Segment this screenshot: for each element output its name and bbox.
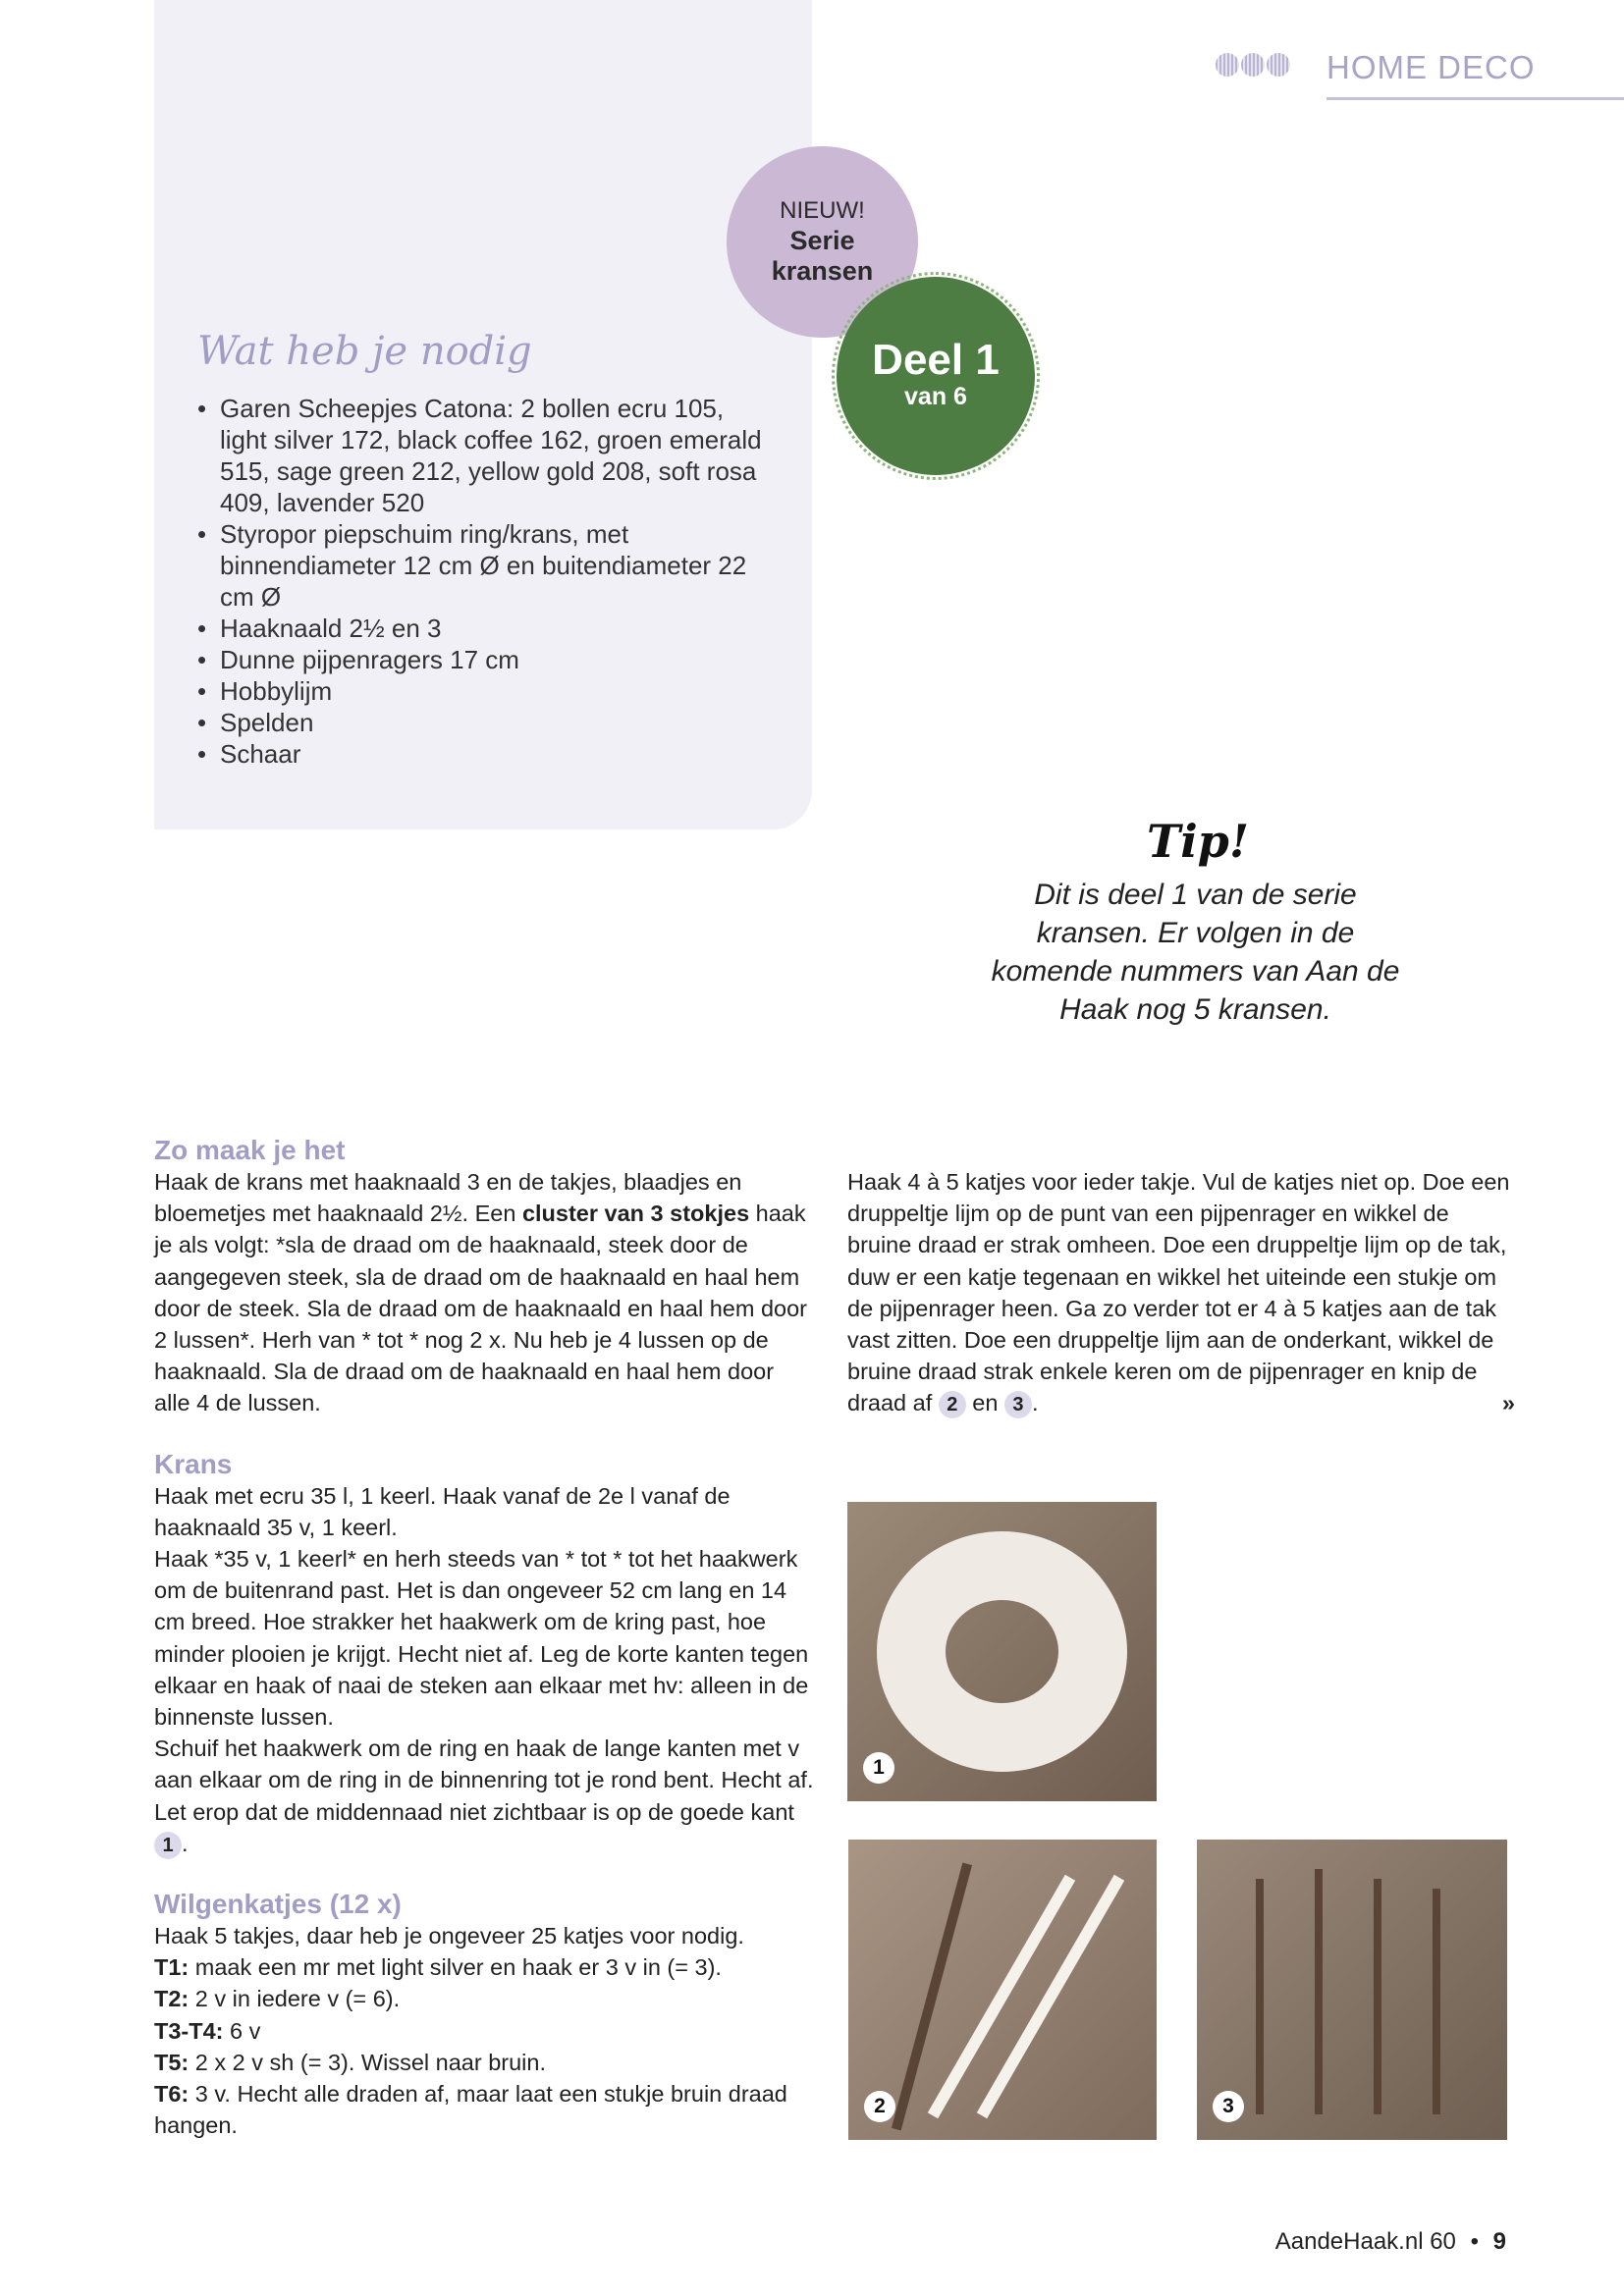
- photo-catkin-pipecleaners: [848, 1840, 1157, 2140]
- row-text: 3 v. Hecht alle draden af, maar laat een stukje bruin draad hangen.: [154, 2081, 787, 2139]
- text: Haak 4 à 5 katjes voor ieder takje. Vul de katjes niet op. Doe een druppeltje lijm op de punt van een pijpenrager en wikkel de bruine draad er strak omheen. Doe een druppeltje lijm op de tak, duw er een katje tegenaan en wikkel het uiteinde een stukje om de pijpenrager heen. Ga zo verder tot er 4 à 5 katjes aan de tak vast zitten. Doe een druppeltje lijm aan de onderkant, wikkel de bruine draad strak enkele keren om de pijpenrager en knip de draad af: [847, 1169, 1510, 1416]
- material-item: • Schaar: [197, 738, 767, 770]
- badge-serie: Serie: [789, 226, 855, 255]
- part-subtitle: van 6: [904, 383, 967, 410]
- row-label: T3-T4:: [154, 2017, 224, 2044]
- row-text: 2 v in iedere v (= 6).: [189, 1986, 401, 2012]
- badge-new: NIEUW!: [780, 197, 865, 224]
- section-heading: Wilgenkatjes (12 x): [154, 1889, 402, 1920]
- paragraph: Haak *35 v, 1 keerl* en herh steeds van * tot * tot het haakwerk om de buitenrand past. Het is dan ongeveer 52 cm lang en 14 cm breed. Hoe strakker het haakwerk om de kring past, hoe minder plooien je krijgt. Hecht niet af. Leg de korte kanten tegen elkaar en haak of naai de steken aan elkaar met hv: alleen in de binnenste lussen.: [154, 1546, 809, 1731]
- catkin-branch: [1433, 1889, 1440, 2114]
- paragraph: Haak met ecru 35 l, 1 keerl. Haak vanaf de 2e l vanaf de haaknaald 35 v, 1 keerl.: [154, 1482, 731, 1540]
- material-item: • Hobbylijm: [197, 675, 767, 707]
- part-badge: [837, 277, 1035, 475]
- section-heading: Zo maak je het: [154, 1135, 346, 1165]
- photo-ref: 1: [154, 1832, 182, 1859]
- footer-separator: •: [1470, 2228, 1479, 2255]
- material-item: • Styropor piepschuim ring/krans, met binnendiameter 12 cm Ø en buitendiameter 22 cm Ø: [197, 518, 767, 613]
- catkin-branch: [1315, 1869, 1323, 2114]
- text: Haak de krans met haaknaald 3 en de takjes, blaadjes en bloemetjes met haaknaald 2½. Een: [154, 1169, 742, 1227]
- row: [154, 1983, 814, 2014]
- photo-number: 3: [1213, 2091, 1244, 2122]
- continue-icon: »: [1501, 1390, 1515, 1416]
- section-heading: Krans: [154, 1448, 233, 1479]
- part-title: Deel 1: [872, 336, 1000, 384]
- row-label: T1:: [154, 1954, 189, 1981]
- bold-text: cluster van 3 stokjes: [521, 1201, 750, 1227]
- page-footer: [1275, 2228, 1506, 2256]
- photo-wreath: [847, 1502, 1157, 1801]
- section-divider: [1326, 97, 1624, 100]
- footer-site: AandeHaak.nl 60: [1274, 2228, 1456, 2255]
- row-text: 2 x 2 v sh (= 3). Wissel naar bruin.: [189, 2049, 546, 2075]
- section-title: HOME DECO: [1326, 49, 1536, 85]
- paragraph: Haak 5 takjes, daar heb je ongeveer 25 katjes voor nodig.: [154, 1923, 744, 1949]
- material-item: • Haaknaald 2½ en 3: [197, 613, 767, 644]
- photo-number: 1: [863, 1752, 894, 1784]
- row-text: 6 v: [223, 2017, 261, 2044]
- paragraph: Schuif het haakwerk om de ring en haak de lange kanten met v aan elkaar om de ring in de binnenring tot je rond bent. Hecht af. Let erop dat de middennaad niet zichtbaar is op de goede kant 1 .: [154, 1733, 814, 1859]
- row-label: T2:: [154, 1986, 189, 2012]
- row: [154, 2047, 814, 2078]
- paragraph: [154, 1166, 814, 1419]
- left-column: [154, 1135, 814, 2141]
- material-item: • Dunne pijpenragers 17 cm: [197, 644, 767, 675]
- photo-number: 2: [864, 2091, 895, 2122]
- row: [154, 2015, 814, 2047]
- material-item: • Garen Scheepjes Catona: 2 bollen ecru 105, light silver 172, black coffee 162, groen emerald 515, sage green 212, yellow gold 208, soft rosa 409, lavender 520: [197, 393, 767, 518]
- badge-kransen: kransen: [771, 256, 874, 286]
- materials-title: Wat heb je nodig: [197, 329, 532, 374]
- text: Schuif het haakwerk om de ring en haak de lange kanten met v aan elkaar om de ring in de binnenring tot je rond bent. Hecht af. Let erop dat de middennaad niet zichtbaar is op de goede kant: [154, 1735, 814, 1825]
- row-text: maak een mr met light silver en haak er 3 v in (= 3).: [189, 1954, 722, 1981]
- catkin-branch: [1374, 1879, 1381, 2114]
- row-label: T6:: [154, 2081, 189, 2108]
- photo-catkin-branches: [1197, 1840, 1507, 2140]
- tip-text: Dit is deel 1 van de serie kransen. Er volgen in de komende nummers van Aan de Haak nog 5 kransen.: [991, 879, 1400, 1026]
- row: [154, 2078, 814, 2141]
- paragraph: Haak 4 à 5 katjes voor ieder takje. Vul de katjes niet op. Doe een druppeltje lijm op de punt van een pijpenrager en wikkel de bruine draad er strak omheen. Doe een druppeltje lijm op de tak, duw er een katje tegenaan en wikkel het uiteinde een stukje om de pijpenrager heen. Ga zo verder tot er 4 à 5 katjes aan de tak vast zitten. Doe een druppeltje lijm aan de onderkant, wikkel de bruine draad strak enkele keren om de pijpenrager en knip de draad af 2 en 3 . »: [847, 1166, 1515, 1419]
- text: haak je als volgt: *sla de draad om de haaknaald, steek door de aangegeven steek, sla de draad om de haaknaald en haal hem door de steek. Sla de draad om de haaknaald en haal hem door 2 lussen*. Herh van * tot * nog 2 x. Nu heb je 4 lussen op de haaknaald. Sla de draad om de haaknaald en haal hem door alle 4 de lussen.: [154, 1201, 807, 1416]
- row: [154, 1951, 814, 1983]
- materials-list: [197, 393, 767, 770]
- page-number: 9: [1492, 2228, 1506, 2255]
- catkin-branch: [892, 1862, 972, 2130]
- wreath-shape: [877, 1531, 1127, 1772]
- yarn-balls-icon: [1216, 53, 1290, 77]
- row-label: T5:: [154, 2049, 189, 2075]
- photo-ref: 2: [939, 1391, 966, 1418]
- right-column: [847, 1166, 1515, 1419]
- catkin-branch: [1256, 1879, 1264, 2114]
- material-item: • Spelden: [197, 707, 767, 738]
- photo-ref: 3: [1004, 1391, 1032, 1418]
- tip-title: Tip!: [1146, 815, 1250, 868]
- text: en: [965, 1390, 1004, 1416]
